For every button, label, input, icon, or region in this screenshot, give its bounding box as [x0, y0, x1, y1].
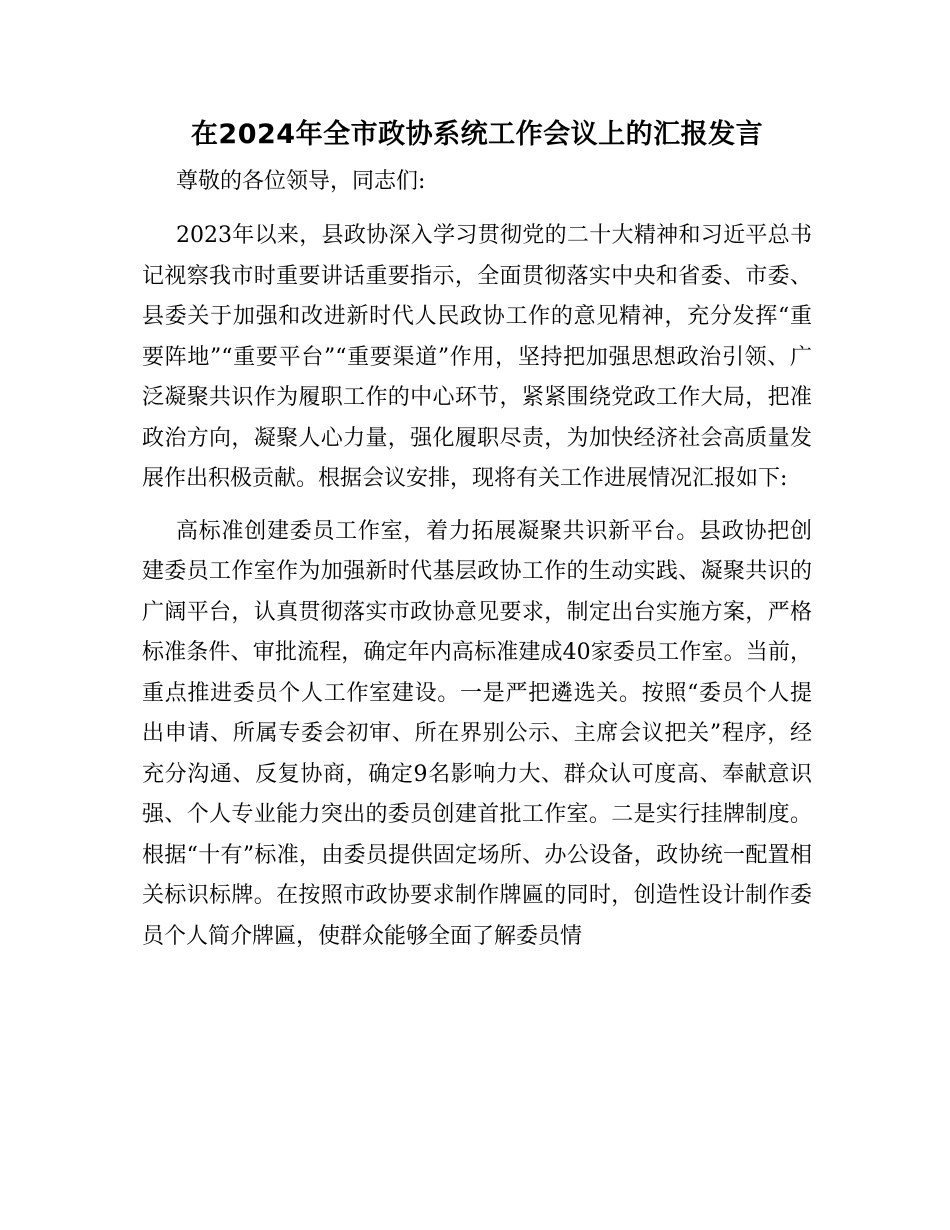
salutation: 尊敬的各位领导，同志们: — [176, 169, 426, 194]
document-body — [142, 112, 812, 957]
paragraph-committee-studio: 高标准创建委员工作室，着力拓展凝聚共识新平台。县政协把创建委员工作室作为加强新时代基层政协工作的生动实践、凝聚共识的广阔平台，认真贯彻落实市政协意见要求，制定出台实施方案，严格标准条件、审批流程，确定年内高标准建成40家委员工作室。当前，重点推进委员个人工作室建设。一是严把遴选关。按照“委员个人提出申请、所属专委会初审、所在界别公示、主席会议把关”程序，经充分沟通、反复协商，确定9名影响力大、群众认可度高、奉献意识强、个人专业能力突出的委员创建首批工作室。二是实行挂牌制度。根据“十有”标准，由委员提供固定场所、办公设备，政协统一配置相关标识标牌。在按照市政协要求制作牌匾的同时，创造性设计制作委员个人简介牌匾，使群众能够全面了解委员情 — [142, 518, 812, 949]
document-title: 在2024年全市政协系统工作会议上的汇报发言 — [190, 119, 764, 150]
paragraph-intro: 2023年以来，县政协深入学习贯彻党的二十大精神和习近平总书记视察我市时重要讲话重要指示，全面贯彻落实中央和省委、市委、县委关于加强和改进新时代人民政协工作的意见精神，充分发挥“重要阵地”“重要平台”“重要渠道”作用，坚持把加强思想政治引领、广泛凝聚共识作为履职工作的中心环节，紧紧围绕党政工作大局，把准政治方向，凝聚人心力量，强化履职尽责，为加快经济社会高质量发展作出积极贡献。根据会议安排，现将有关工作进展情况汇报如下: — [142, 223, 812, 491]
